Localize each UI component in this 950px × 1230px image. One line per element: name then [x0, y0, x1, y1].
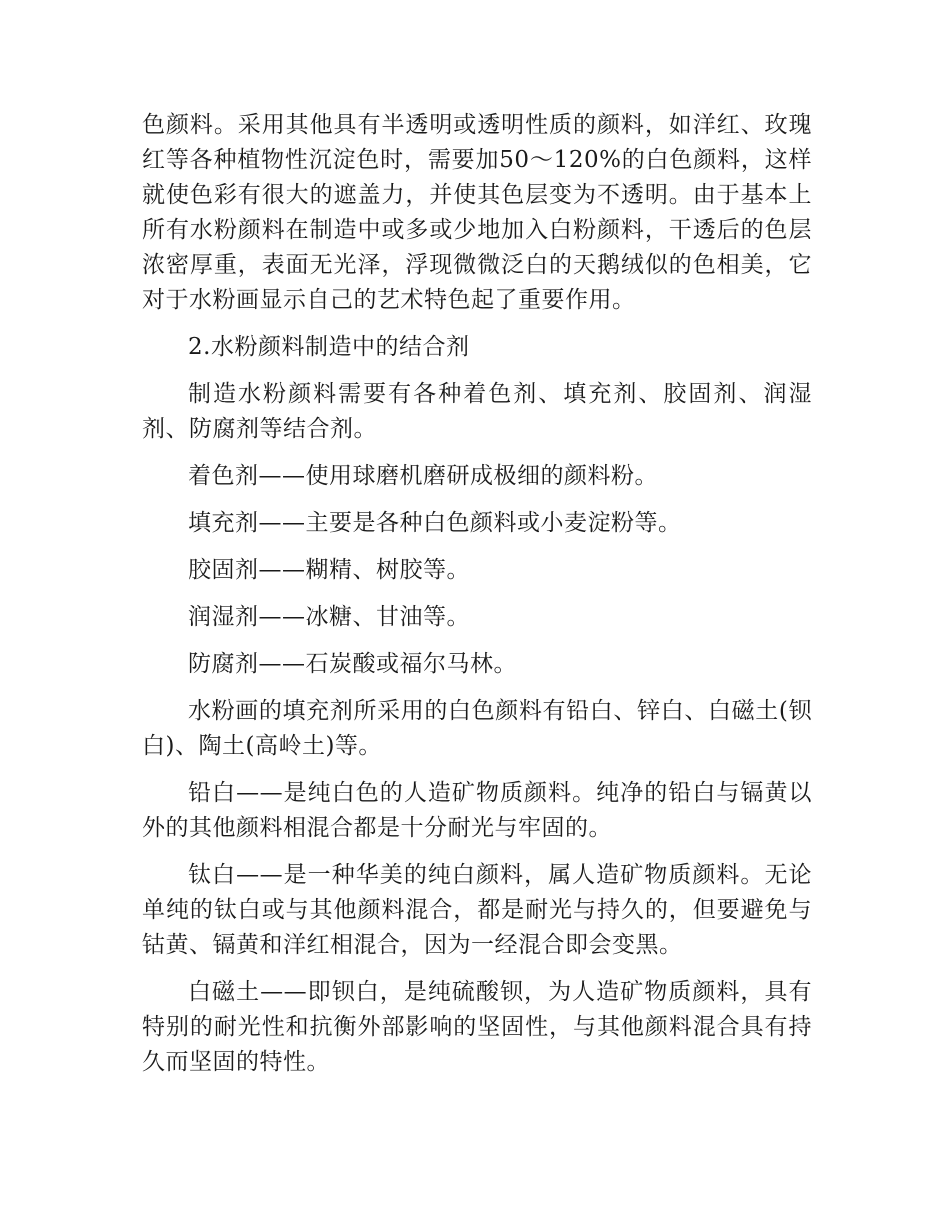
list-item-binder: 胶固剂——糊精、树胶等。 — [188, 557, 470, 583]
list-item-preservative: 防腐剂——石炭酸或福尔马林。 — [188, 651, 517, 677]
list-item-colorant: 着色剂——使用球磨机磨研成极细的颜料粉。 — [188, 463, 658, 489]
document-body — [142, 108, 812, 1092]
paragraph-titanium-white: 钛白——是一种华美的纯白颜料，属人造矿物质颜料。无论单纯的钛白或与其他颜料混合，都是耐光与持久的，但要避免与钴黄、镉黄和洋红相混合，因为一经混合即会变黑。 — [142, 862, 812, 958]
paragraph-binders-intro: 制造水粉颜料需要有各种着色剂、填充剂、胶固剂、润湿剂、防腐剂等结合剂。 — [142, 381, 812, 442]
section-heading: 2.水粉颜料制造中的结合剂 — [188, 334, 470, 360]
paragraph-barium-white: 白磁土——即钡白，是纯硫酸钡，为人造矿物质颜料，具有特别的耐光性和抗衡外部影响的坚固性，与其他颜料混合具有持久而坚固的特性。 — [142, 979, 812, 1075]
list-item-humectant: 润湿剂——冰糖、甘油等。 — [188, 604, 470, 630]
paragraph-lead-white: 铅白——是纯白色的人造矿物质颜料。纯净的铅白与镉黄以外的其他颜料相混合都是十分耐光与牢固的。 — [142, 780, 812, 841]
list-item-filler: 填充剂——主要是各种白色颜料或小麦淀粉等。 — [188, 510, 682, 536]
paragraph-white-pigments: 水粉画的填充剂所采用的白色颜料有铅白、锌白、白磁土(钡白)、陶土(高岭土)等。 — [142, 698, 812, 759]
paragraph-continuation: 色颜料。采用其他具有半透明或透明性质的颜料，如洋红、玫瑰红等各种植物性沉淀色时，需要加50～120%的白色颜料，这样就使色彩有很大的遮盖力，并使其色层变为不透明。由于基本上所有水粉颜料在制造中或多或少地加入白粉颜料，干透后的色层浓密厚重，表面无光泽，浮现微微泛白的天鹅绒似的色相美，它对于水粉画显示自己的艺术特色起了重要作用。 — [142, 112, 812, 313]
